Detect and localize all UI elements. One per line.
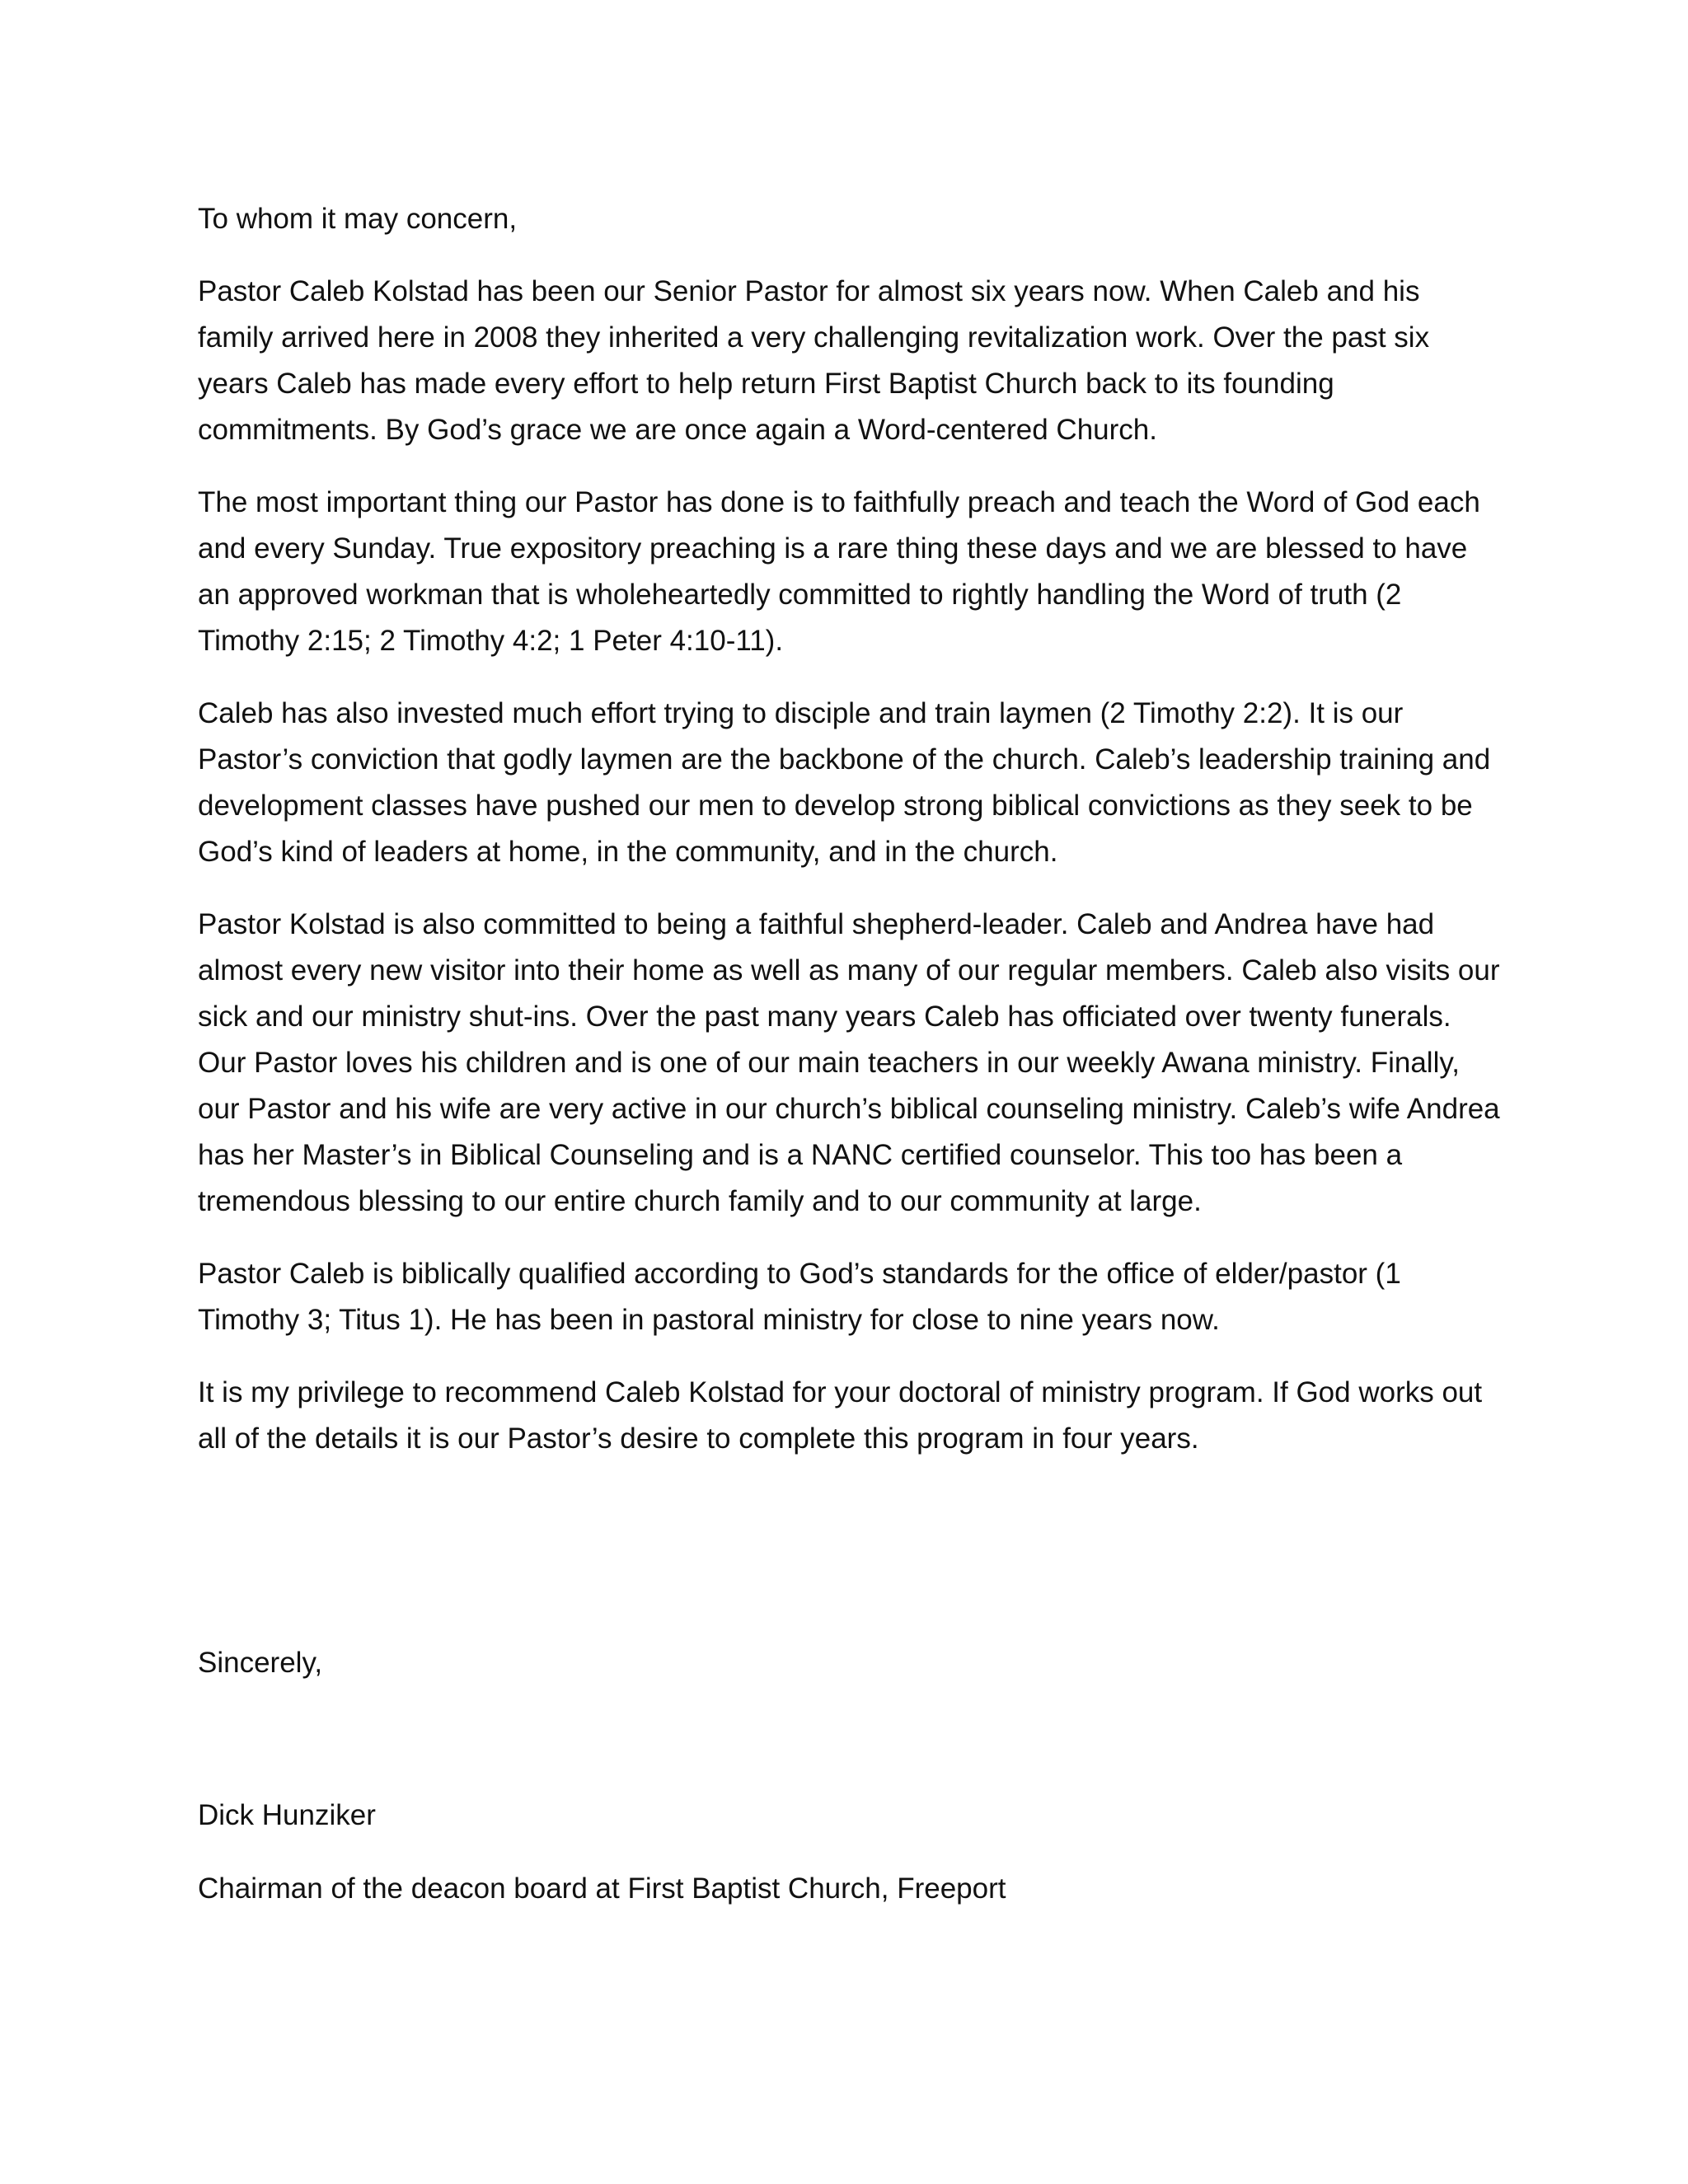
paragraph-2: The most important thing our Pastor has done is to faithfully preach and teach the Word of God each and every Sunday. True expository preaching is a rare thing these days and we are blessed to have an approved workman that is wholeheartedly committed to rightly handling the Word of truth (2 Timothy 2:15; 2 Timothy 4:2; 1 Peter 4:10-11).	[198, 486, 1480, 657]
closing: Sincerely,	[198, 1647, 323, 1679]
signer-title: Chairman of the deacon board at First Baptist Church, Freeport	[198, 1872, 1006, 1905]
salutation: To whom it may concern,	[198, 203, 518, 235]
signer-name: Dick Hunziker	[198, 1799, 376, 1831]
paragraph-5: Pastor Caleb is biblically qualified according to God’s standards for the office of elder/pastor (1 Timothy 3; Titus 1). He has been in pastoral ministry for close to nine years now.	[198, 1258, 1401, 1336]
paragraph-1: Pastor Caleb Kolstad has been our Senior Pastor for almost six years now. When Caleb and his family arrived here in 2008 they inherited a very challenging revitalization work. Over the past six years Caleb has made every effort to help return First Baptist Church back to its founding commitments. By God’s grace we are once again a Word-centered Church.	[198, 275, 1430, 446]
letter-body	[198, 196, 1500, 1488]
paragraph-3: Caleb has also invested much effort trying to disciple and train laymen (2 Timothy 2:2). It is our Pastor’s conviction that godly laymen are the backbone of the church. Caleb’s leadership training and development classes have pushed our men to develop strong biblical convictions as they seek to be God’s kind of leaders at home, in the community, and in the church.	[198, 697, 1491, 868]
paragraph-4: Pastor Kolstad is also committed to being a faithful shepherd-leader. Caleb and Andrea have had almost every new visitor into their home as well as many of our regular members. Caleb also visits our sick and our ministry shut-ins. Over the past many years Caleb has officiated over twenty funerals. Our Pastor loves his children and is one of our main teachers in our weekly Awana ministry. Finally, our Pastor and his wife are very active in our church’s biblical counseling ministry. Caleb’s wife Andrea has her Master’s in Biblical Counseling and is a NANC certified counselor. This too has been a tremendous blessing to our entire church family and to our community at large.	[198, 908, 1500, 1217]
paragraph-6: It is my privilege to recommend Caleb Kolstad for your doctoral of ministry program. If God works out all of the details it is our Pastor’s desire to complete this program in four years.	[198, 1376, 1483, 1455]
